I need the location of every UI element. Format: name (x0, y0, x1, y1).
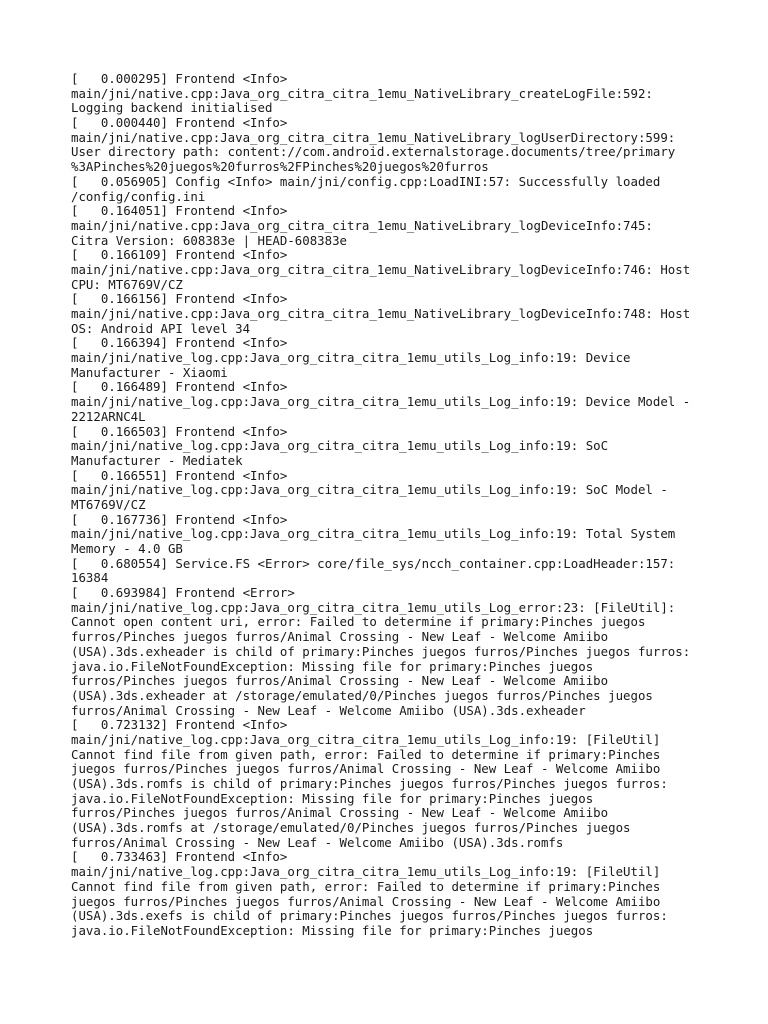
log-line: [ 0.166503] Frontend <Info> (71, 423, 288, 439)
log-line: [ 0.166109] Frontend <Info> (71, 247, 288, 263)
log-line: java.io.FileNotFoundException: Missing file for primary:Pinches juegos (71, 658, 594, 674)
log-line: furros/Animal Crossing - New Leaf - Welcome Amiibo (USA).3ds.romfs (71, 834, 564, 850)
log-line: (USA).3ds.exheader at /storage/emulated/0/Pinches juegos furros/Pinches juegos (71, 687, 653, 703)
log-line: main/jni/native.cpp:Java_org_citra_citra_1emu_NativeLibrary_logDeviceInfo:745: (71, 217, 653, 233)
log-line: Manufacturer - Mediatek (71, 452, 243, 468)
log-line: Cannot find file from given path, error: Failed to determine if primary:Pinches (71, 746, 661, 762)
log-line: 2212ARNC4L (71, 408, 146, 424)
log-line: main/jni/native.cpp:Java_org_citra_citra_1emu_NativeLibrary_logDeviceInfo:748: Host (71, 306, 691, 321)
log-line: Cannot open content uri, error: Failed to determine if primary:Pinches juegos (71, 614, 646, 630)
log-line: Memory - 4.0 GB (71, 541, 183, 556)
log-line: [ 0.166489] Frontend <Info> (71, 379, 288, 395)
log-line: furros/Pinches juegos furros/Animal Crossing - New Leaf - Welcome Amiibo (71, 805, 609, 821)
log-line: main/jni/native_log.cpp:Java_org_citra_citra_1emu_utils_Log_info:19: Total System (71, 526, 676, 542)
log-line: java.io.FileNotFoundException: Missing file for primary:Pinches juegos (71, 922, 594, 938)
log-line: Cannot find file from given path, error: Failed to determine if primary:Pinches (71, 878, 661, 894)
log-line: [ 0.164051] Frontend <Info> (71, 203, 288, 219)
log-line: java.io.FileNotFoundException: Missing file for primary:Pinches juegos (71, 790, 594, 806)
log-line: [ 0.167736] Frontend <Info> (71, 511, 288, 527)
log-line: main/jni/native_log.cpp:Java_org_citra_citra_1emu_utils_Log_info:19: SoC (71, 438, 609, 454)
log-line: juegos furros/Pinches juegos furros/Animal Crossing - New Leaf - Welcome Amiibo (71, 761, 661, 777)
log-line: furros/Pinches juegos furros/Animal Crossing - New Leaf - Welcome Amiibo (71, 629, 609, 645)
log-line: main/jni/native.cpp:Java_org_citra_citra_1emu_NativeLibrary_logUserDirectory:599: (71, 129, 676, 145)
log-line: CPU: MT6769V/CZ (71, 276, 183, 292)
log-line: %3APinches%20juegos%20furros%2FPinches%20juegos%20furros (71, 159, 489, 175)
log-line: [ 0.000440] Frontend <Info> (71, 115, 288, 131)
log-line: Citra Version: 608383e | HEAD-608383e (71, 232, 348, 248)
log-line: User directory path: content://com.android.externalstorage.documents/tree/primary (71, 144, 676, 160)
log-line: (USA).3ds.romfs is child of primary:Pinches juegos furros/Pinches juegos furros: (71, 776, 668, 791)
log-line: [ 0.723132] Frontend <Info> (71, 717, 288, 733)
log-line: [ 0.680554] Service.FS <Error> core/file_sys/ncch_container.cpp:LoadHeader:157: (71, 555, 676, 571)
log-line: Logging backend initialised (71, 100, 273, 116)
log-line: main/jni/native.cpp:Java_org_citra_citra_1emu_NativeLibrary_createLogFile:592: (71, 85, 653, 101)
log-line: [ 0.166156] Frontend <Info> (71, 291, 288, 307)
log-line: main/jni/native_log.cpp:Java_org_citra_citra_1emu_utils_Log_info:19: [FileUtil] (71, 864, 661, 880)
log-line: main/jni/native_log.cpp:Java_org_citra_citra_1emu_utils_Log_info:19: Device Model - (71, 394, 691, 410)
log-line: MT6769V/CZ (71, 496, 146, 512)
log-line: /config/config.ini (71, 188, 206, 204)
log-line: main/jni/native.cpp:Java_org_citra_citra_1emu_NativeLibrary_logDeviceInfo:746: Host (71, 261, 691, 277)
log-line: main/jni/native_log.cpp:Java_org_citra_citra_1emu_utils_Log_info:19: [FileUtil] (71, 731, 661, 747)
log-line: main/jni/native_log.cpp:Java_org_citra_citra_1emu_utils_Log_info:19: Device (71, 350, 631, 366)
log-line: Manufacturer - Xiaomi (71, 364, 228, 380)
log-line: main/jni/native_log.cpp:Java_org_citra_citra_1emu_utils_Log_error:23: [FileUtil]: (71, 599, 676, 615)
log-line: OS: Android API level 34 (71, 320, 251, 336)
log-line: [ 0.166551] Frontend <Info> (71, 467, 288, 483)
log-line: [ 0.166394] Frontend <Info> (71, 335, 288, 351)
log-line: juegos furros/Pinches juegos furros/Animal Crossing - New Leaf - Welcome Amiibo (71, 893, 661, 909)
log-text-block (71, 72, 761, 939)
log-line: [ 0.733463] Frontend <Info> (71, 849, 288, 865)
log-line: (USA).3ds.romfs at /storage/emulated/0/Pinches juegos furros/Pinches juegos (71, 820, 631, 836)
log-line: [ 0.693984] Frontend <Error> (71, 585, 295, 601)
log-line: furros/Pinches juegos furros/Animal Crossing - New Leaf - Welcome Amiibo (71, 673, 609, 689)
log-line: [ 0.056905] Config <Info> main/jni/config.cpp:LoadINI:57: Successfully loaded (71, 173, 661, 189)
log-line: (USA).3ds.exheader is child of primary:Pinches juegos furros/Pinches juegos furros: (71, 643, 691, 659)
log-line: [ 0.000295] Frontend <Info> (71, 71, 288, 86)
log-line: (USA).3ds.exefs is child of primary:Pinches juegos furros/Pinches juegos furros: (71, 908, 668, 924)
log-line: 16384 (71, 570, 109, 586)
log-line: main/jni/native_log.cpp:Java_org_citra_citra_1emu_utils_Log_info:19: SoC Model - (71, 482, 668, 498)
log-line: furros/Animal Crossing - New Leaf - Welcome Amiibo (USA).3ds.exheader (71, 702, 586, 718)
